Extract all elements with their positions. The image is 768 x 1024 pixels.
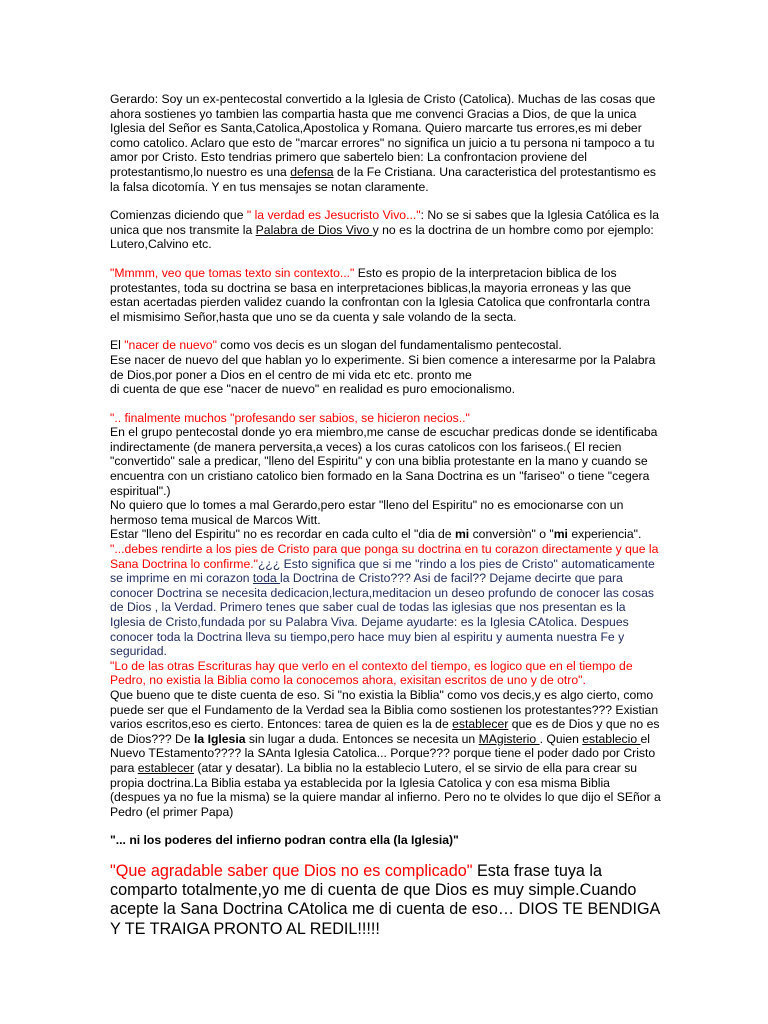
rendirte-reply-2: la Doctrina de Cristo??? Asi de facil?? Dejame decirte que para conocer Doctrina se necesita dedicacion,lectura,meditacion un deseo profundo de conocer las cosas de Dios , la Verdad. Primero tenes que saber cual de todas las iglesias que nos presentan es la Iglesia de Cristo,fundada por su Palabra Viva. Dejame ayudarte: es la Iglesia CAtolica. Despues conocer toda la Doctrina lleva su tiempo,pero hace muy bien al espiritu y aumenta nuestra Fe y seguridad. <box>110 571 655 659</box>
establecer-underlined: establecer <box>452 717 509 732</box>
sabios-quote: ".. finalmente muchos "profesando ser sabios, se hicieron necios.." <box>110 410 470 425</box>
la-iglesia-bold: la Iglesia <box>194 731 246 746</box>
verdad-quote: " la verdad es Jesucristo Vivo..." <box>246 208 421 223</box>
closing-text: Esta frase tuya la comparto totalmente,yo me di cuenta de que Dios es muy simple.Cuando acepte la Sana Doctrina CAtolica me di cuenta de eso… DIOS TE BENDIGA Y TE TRAIGA PRONTO AL REDIL!!!!! <box>110 861 660 938</box>
spacer <box>110 397 662 411</box>
rendirte-reply: ¿¿¿ Esto significa que si me "rindo a los pies de Cristo" automaticamente se imprime en mi corazon <box>110 556 655 586</box>
nacer-line-2: Ese nacer de nuevo del que hablan yo lo experimente. Si bien comence a interesarme por la Palabra de Dios,por poner a Dios en el centro de mi vida etc etc. pronto me <box>110 352 656 382</box>
mi-bold: mi <box>454 527 470 542</box>
mi-bold-2: mi <box>553 527 568 542</box>
biblia-text-6: (atar y desatar). La biblia no la establecio Lutero, el se sirvio de ella para crear su propia doctrina.La Biblia estaba ya establecida por la Iglesia Catolica y con esa misma Biblia (despues ya no fue la misma) se la quiere mandar al infierno. Pero no te olvides lo que dijo el SEñor a Pedro (el primer Papa) <box>110 760 661 819</box>
verdad-text-2: : No se si sabes que la Iglesia Católica es la unica que nos transmite la <box>110 208 660 237</box>
biblia-text: Que bueno que te diste cuenta de eso. Si "no existia la Biblia" como vos decis,y es algo cierto, como puede ser que el Fundamento de la Verdad sea la Biblia como sostienen los protestantes??? Existian varios escritos,eso es cierto. Entonces: tarea de quien es la de <box>110 687 659 732</box>
toda-underlined: toda <box>252 571 281 586</box>
defensa-underlined: defensa <box>290 164 334 179</box>
biblia-text-4: . Quien <box>539 731 583 746</box>
biblia-text-5: el Nuevo TEstamento???? la SAnta Iglesia Catolica... Porque??? porque tiene el poder dado por Cristo para <box>110 731 656 775</box>
experiencia-text-2: conversiòn" o " <box>469 527 554 542</box>
closing-paragraph <box>110 862 662 939</box>
paragraph-contexto <box>110 266 662 324</box>
contexto-text: Esto es propio de la interpretacion biblica de los protestantes, toda su doctrina se basa en interpretaciones biblicas,la mayoria erroneas y las que estan acertadas pierden validez cuando la confrontan con la Iglesia Catolica que confrontarla contra el mismisimo Señor,hasta que uno se da cuenta y sale volando de la secta. <box>110 265 650 324</box>
poderes-quote: "... ni los poderes del infierno podran contra ella (la Iglesia)" <box>110 833 459 848</box>
establecio-underlined: establecio <box>582 731 641 746</box>
spacer <box>110 819 662 833</box>
experiencia-text-3: experiencia". <box>567 527 642 542</box>
rendirte-paragraph <box>110 542 662 659</box>
biblia-text-3: sin lugar a duda. Entonces se necesita un <box>245 731 479 746</box>
spacer <box>110 324 662 338</box>
biblia-paragraph <box>110 688 662 819</box>
spacer <box>110 848 662 862</box>
document-page <box>110 92 662 939</box>
contexto-quote: "Mmmm, veo que tomas texto sin contexto..." <box>110 265 355 280</box>
magisterio-underlined: MAgisterio <box>478 731 540 746</box>
rendirte-quote: "...debes rendirte a los pies de Cristo para que ponga su doctrina en tu corazon directamente y que la Sana Doctrina lo confirme." <box>110 542 659 571</box>
nacer-text: El <box>110 338 125 353</box>
verdad-text: Comienzas diciendo que <box>110 208 247 223</box>
escrituras-quote: "Lo de las otras Escrituras hay que verlo en el contexto del tiempo, es logico que en el tiempo de Pedro, no existia la Biblia como la conocemos ahora, exisitan escritos de uno y de otro". <box>110 658 633 688</box>
nacer-line-3: di cuenta de que ese "nacer de nuevo" en realidad es puro emocionalismo. <box>110 382 516 397</box>
establecer-underlined-2: establecer <box>137 760 195 775</box>
complicado-quote: "Que agradable saber que Dios no es complicado" <box>110 861 473 880</box>
spacer <box>110 194 662 208</box>
paragraph-intro <box>110 92 662 194</box>
biblia-text-2: que es de Dios y que no es de Dios??? De <box>110 717 660 746</box>
experiencia-text: Estar "lleno del Espiritu" no es recordar en cada culto el "dia de <box>110 527 455 542</box>
witt-paragraph: No quiero que lo tomes a mal Gerardo,pero estar "lleno del Espiritu" no es emocionarse con un hermoso tema musical de Marcos Witt. <box>110 498 624 527</box>
spacer <box>110 252 662 266</box>
palabra-underlined: Palabra de Dios Vivo <box>255 222 373 237</box>
intro-text-end: de la Fe Cristiana. Una caracteristica del protestantismo es la falsa dicotomía. Y en tus mensajes se notan claramente. <box>110 164 657 194</box>
nacer-text-2: como vos decis es un slogan del fundamentalismo pentecostal. <box>216 338 562 353</box>
paragraph-nacer <box>110 338 662 353</box>
experiencia-paragraph <box>110 527 662 542</box>
paragraph-verdad <box>110 208 662 252</box>
intro-text: Gerardo: Soy un ex-pentecostal convertido a la Iglesia de Cristo (Catolica). Muchas de las cosas que ahora sostienes yo tambien las compartia hasta que me convenci Gracias a Dios, de que la unica Iglesia del Señor es Santa,Catolica,Apostolica y Romana. Quiero marcarte tus errores,es mi deber como catolico. Aclaro que esto de "marcar errores" no significa un juicio a tu persona ni tampoco a tu amor por Cristo. Esto tendrias primero que sabertelo bien: La confrontacion proviene del protestantismo,lo nuestro es una <box>110 92 656 179</box>
nacer-quote: "nacer de nuevo" <box>124 338 217 353</box>
verdad-text-3: y no es la doctrina de un hombre como por ejemplo: Lutero,Calvino etc. <box>110 222 654 252</box>
pentecostal-paragraph: En el grupo pentecostal donde yo era miembro,me canse de escuchar predicas donde se identificaba indirectamente (de manera perversita,a veces) a los curas catolicos con los fariseos.( El recien "convertido" sale a predicar, "lleno del Espiritu" y con una biblia protestante en la mano y cuando se encuentra con un cristiano catolico bien formado en la Sana Doctrina es un "fariseo" o tiene "cegera espiritual".) <box>110 425 658 498</box>
